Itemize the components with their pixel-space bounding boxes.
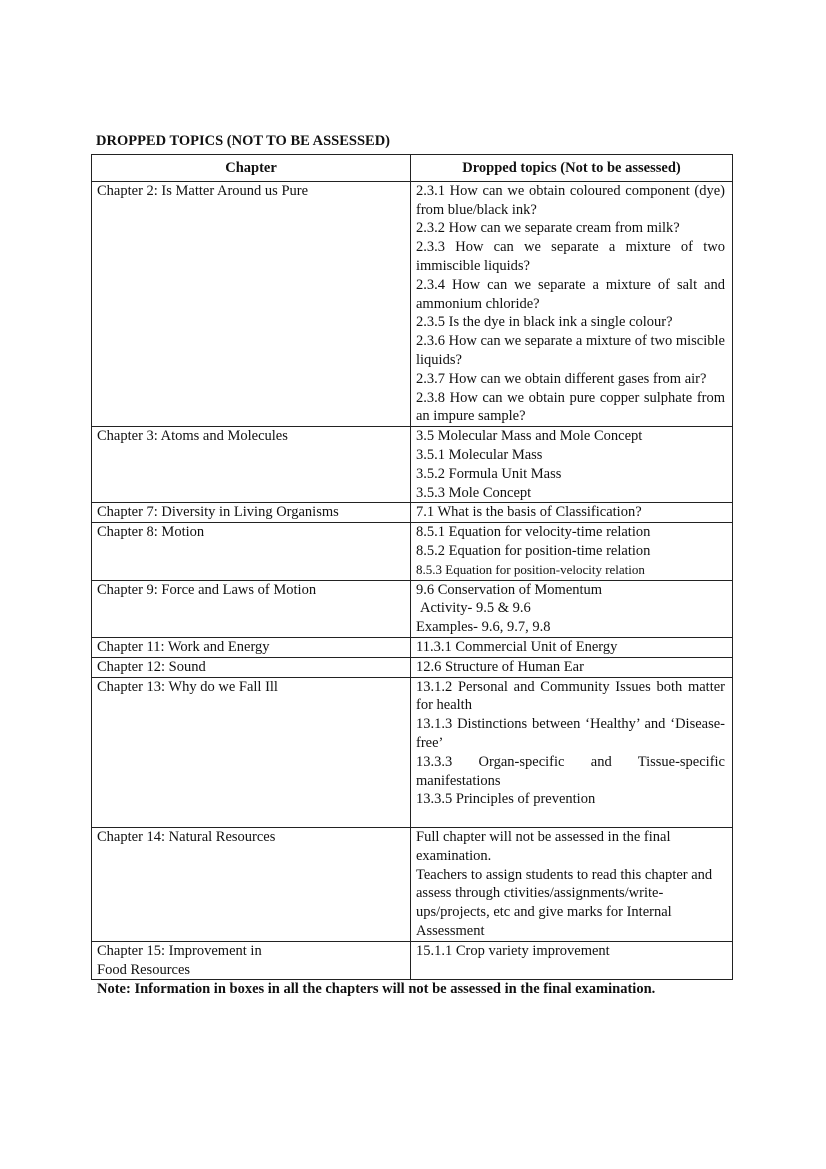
chapter-cell: Chapter 2: Is Matter Around us Pure bbox=[92, 181, 411, 426]
topic-item: Teachers to assign students to read this chapter and assess through ctivities/assignments/write-ups/projects, etc and give marks for Internal Assessment bbox=[416, 866, 713, 940]
table-row bbox=[92, 828, 733, 942]
topic-item: 2.3.7 How can we obtain different gases from air? bbox=[416, 370, 707, 387]
table-row bbox=[92, 580, 733, 637]
table-row bbox=[92, 941, 733, 980]
topic-item: 12.6 Structure of Human Ear bbox=[416, 658, 584, 675]
topic-item: 3.5 Molecular Mass and Mole Concept bbox=[416, 428, 643, 445]
chapter-cell bbox=[92, 941, 411, 980]
topic-item: 2.3.4 How can we separate a mixture of salt and ammonium chloride? bbox=[416, 276, 725, 312]
topic-item: 9.6 Conservation of Momentum bbox=[416, 581, 603, 598]
chapter-cell: Chapter 9: Force and Laws of Motion bbox=[92, 580, 411, 637]
chapter-cell: Chapter 8: Motion bbox=[92, 523, 411, 580]
table-row bbox=[92, 427, 733, 503]
chapter-cell: Chapter 12: Sound bbox=[92, 657, 411, 677]
topic-item: 2.3.3 How can we separate a mixture of two immiscible liquids? bbox=[416, 239, 725, 274]
topic-item: Examples- 9.6, 9.7, 9.8 bbox=[416, 619, 551, 636]
chapter-cell: Chapter 3: Atoms and Molecules bbox=[92, 427, 411, 503]
topic-item: 13.3.5 Principles of prevention bbox=[416, 791, 596, 808]
column-header-chapter: Chapter bbox=[92, 155, 411, 182]
topics-cell bbox=[411, 657, 733, 677]
table-row bbox=[92, 657, 733, 677]
topics-cell bbox=[411, 580, 733, 637]
topic-item: Full chapter will not be assessed in the final examination. bbox=[416, 829, 671, 864]
chapter-line: Chapter 15: Improvement in bbox=[97, 942, 262, 959]
chapter-cell: Chapter 11: Work and Energy bbox=[92, 637, 411, 657]
topic-item: 2.3.6 How can we separate a mixture of two miscible liquids? bbox=[416, 333, 725, 368]
topic-item: 2.3.5 Is the dye in black ink a single colour? bbox=[416, 314, 673, 331]
topic-item: 2.3.1 How can we obtain coloured component (dye) from blue/black ink? bbox=[416, 182, 725, 218]
column-header-topics: Dropped topics (Not to be assessed) bbox=[411, 155, 733, 182]
topic-item: 8.5.1 Equation for velocity-time relation bbox=[416, 524, 651, 541]
topic-item: 11.3.1 Commercial Unit of Energy bbox=[416, 638, 618, 655]
topics-cell bbox=[411, 523, 733, 580]
topic-item: 3.5.2 Formula Unit Mass bbox=[416, 465, 562, 482]
chapter-cell: Chapter 14: Natural Resources bbox=[92, 828, 411, 942]
topic-item: 3.5.3 Mole Concept bbox=[416, 484, 532, 501]
topic-item: 8.5.3 Equation for position-velocity relation bbox=[416, 561, 645, 577]
footnote: Note: Information in boxes in all the chapters will not be assessed in the final examination. bbox=[97, 981, 656, 998]
dropped-topics-table bbox=[91, 154, 733, 980]
page-title: DROPPED TOPICS (NOT TO BE ASSESSED) bbox=[96, 133, 390, 149]
table-row bbox=[92, 523, 733, 580]
topics-cell bbox=[411, 828, 733, 942]
topic-item: 2.3.2 How can we separate cream from milk? bbox=[416, 220, 680, 237]
table-header-row bbox=[92, 155, 733, 182]
table-row bbox=[92, 677, 733, 828]
chapter-cell: Chapter 7: Diversity in Living Organisms bbox=[92, 503, 411, 523]
topic-item: 7.1 What is the basis of Classification? bbox=[416, 504, 642, 521]
topic-item: 13.3.3 Organ-specific and Tissue-specific manifestations bbox=[416, 753, 725, 789]
topics-cell bbox=[411, 181, 733, 426]
chapter-cell: Chapter 13: Why do we Fall Ill bbox=[92, 677, 411, 828]
topic-item: 2.3.8 How can we obtain pure copper sulphate from an impure sample? bbox=[416, 389, 725, 425]
topic-item: 15.1.1 Crop variety improvement bbox=[416, 942, 610, 959]
topic-item: 13.1.3 Distinctions between ‘Healthy’ and ‘Disease-free’ bbox=[416, 716, 725, 751]
table-row bbox=[92, 181, 733, 426]
topics-cell bbox=[411, 677, 733, 828]
topics-cell bbox=[411, 427, 733, 503]
topics-cell bbox=[411, 503, 733, 523]
chapter-line: Food Resources bbox=[97, 961, 191, 978]
topic-item: Activity- 9.5 & 9.6 bbox=[420, 600, 531, 617]
topics-cell bbox=[411, 637, 733, 657]
topics-cell bbox=[411, 941, 733, 980]
topic-item: 8.5.2 Equation for position-time relation bbox=[416, 542, 651, 559]
topic-item: 3.5.1 Molecular Mass bbox=[416, 446, 543, 463]
topic-item: 13.1.2 Personal and Community Issues both matter for health bbox=[416, 678, 725, 714]
table-row bbox=[92, 503, 733, 523]
table-row bbox=[92, 637, 733, 657]
